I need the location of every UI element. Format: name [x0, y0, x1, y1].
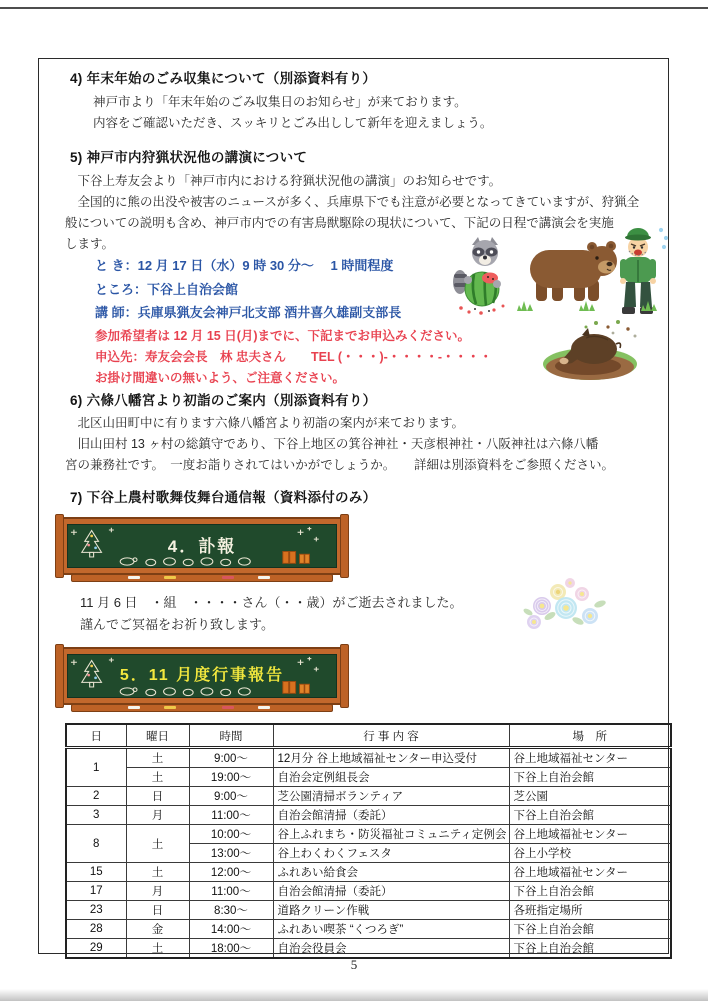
obituary-text: [80, 592, 463, 636]
sweat-drops: [659, 228, 668, 249]
cell-time: 12:00～: [189, 863, 273, 882]
cell-place: 谷上地域福祉センター: [509, 748, 671, 768]
cell-weekday: 土: [126, 768, 189, 787]
cell-weekday: 月: [126, 882, 189, 901]
blackboard-left-post: [55, 514, 64, 578]
table-row: [66, 768, 671, 787]
text-line: します。: [65, 237, 115, 251]
chalk-piece: [164, 576, 176, 579]
cell-day: 28: [66, 920, 126, 939]
col-header-time: 時間: [189, 724, 273, 748]
table-row: [66, 901, 671, 920]
text-line: 下谷上寿友会より「神戸市内における狩猟状況他の講演」のお知らせです。: [65, 174, 502, 188]
grass-tufts-illustration: [515, 297, 665, 311]
cell-day: 17: [66, 882, 126, 901]
cell-event: 自治会館清掃（委託）: [273, 882, 509, 901]
cell-day: 29: [66, 939, 126, 959]
schedule-speaker: 講 師：兵庫県猟友会神戸北支部 酒井喜久雄副支部長: [95, 305, 402, 320]
blackboard-chalk-tray: [71, 574, 333, 582]
bear-illustration: [518, 232, 620, 304]
cell-weekday: 金: [126, 920, 189, 939]
table-row: [66, 863, 671, 882]
blackboard-frame: [57, 647, 347, 705]
cell-weekday: 土: [126, 863, 189, 882]
cell-time: 8:30～: [189, 901, 273, 920]
cell-place: 下谷上自治会館: [509, 920, 671, 939]
cell-event: 自治会館清掃（委託）: [273, 806, 509, 825]
text-line: 全国的に熊の出没や被害のニュースが多く、兵庫県下でも注意が必要となってきていますが、狩猟全: [65, 195, 640, 209]
table-row: [66, 939, 671, 959]
blackboard-surface: [67, 654, 337, 698]
cell-day: 2: [66, 787, 126, 806]
text-line: 謹んでご冥福をお祈り致します。: [80, 617, 274, 632]
scan-edge-top: [0, 7, 708, 9]
cell-day: 23: [66, 901, 126, 920]
text-line: 11 月 6 日 ・組 ・・・・さん（・・歳）がご逝去されました。: [80, 595, 463, 610]
text-line: 申込先：寿友会会長 林 忠夫さん TEL (・・・)-・・・・-・・・・: [95, 350, 492, 364]
cell-weekday: 土: [126, 825, 189, 863]
scan-edge-bottom: [0, 989, 708, 1001]
cell-time: 9:00～: [189, 787, 273, 806]
cell-time: 10:00～: [189, 825, 273, 844]
text-line: お掛け間違いの無いよう、ご注意ください。: [95, 371, 346, 385]
section4-heading: 4) 年末年始のごみ収集について（別添資料有り）: [70, 71, 377, 86]
blackboard-frame: [57, 517, 347, 575]
col-header-weekday: 曜日: [126, 724, 189, 748]
text-line: 神戸市より「年末年始のごみ収集日のお知らせ」が来ております。: [93, 95, 467, 109]
table-row: [66, 787, 671, 806]
table-header-row: [66, 724, 671, 748]
text-line: 北区山田町中に有ります六條八幡宮より初詣の案内が来ております。: [65, 416, 465, 430]
application-notice: [95, 326, 492, 389]
chalk-piece: [164, 706, 176, 709]
cell-event: 芝公園清掃ボランティア: [273, 787, 509, 806]
boar-digging-illustration: [538, 318, 642, 384]
chalk-piece: [222, 576, 234, 579]
cell-time: 14:00～: [189, 920, 273, 939]
cell-weekday: 土: [126, 748, 189, 768]
event-report-table: [65, 723, 672, 959]
table-row: [66, 920, 671, 939]
cell-time: 11:00～: [189, 882, 273, 901]
cell-place: 谷上地域福祉センター: [509, 825, 671, 844]
text-line: 内容をご確認いただき、スッキリとごみ出しして新年を迎えましょう。: [93, 116, 493, 130]
section7-heading: 7) 下谷上農村歌舞伎舞台通信報（資料添付のみ）: [70, 490, 377, 505]
cell-place: 谷上地域福祉センター: [509, 863, 671, 882]
cell-place: 谷上小学校: [509, 844, 671, 863]
text-line: 般についての説明も含め、神戸市内での有害鳥獣駆除の現状について、下記の日程で講演会を実施: [65, 216, 614, 230]
text-line: 宮の兼務社です。 一度お詣りされてはいかがでしょうか。 詳細は別添資料をご参照ください。: [65, 458, 615, 472]
text-line: 旧山田村 13 ヶ村の総鎮守であり、下谷上地区の箕谷神社・天彦根神社・八阪神社は六條八幡: [65, 437, 599, 451]
chalk-piece: [222, 706, 234, 709]
obituary-board-title: 4．訃報: [167, 537, 237, 556]
boar: [560, 328, 621, 364]
cell-event: ふれあい給食会: [273, 863, 509, 882]
cell-event: 12月分 谷上地域福祉センター申込受付: [273, 748, 509, 768]
blackboard-surface: [67, 524, 337, 568]
obituary-blackboard: [57, 517, 347, 582]
schedule-where: ところ：下谷上自治会館: [95, 281, 239, 297]
cell-event: 自治会定例組長会: [273, 768, 509, 787]
november-report-blackboard: [57, 647, 347, 712]
cell-day: 1: [66, 748, 126, 787]
chalk-piece: [128, 706, 140, 709]
cell-weekday: 日: [126, 901, 189, 920]
cell-place: 下谷上自治会館: [509, 806, 671, 825]
table-row: [66, 806, 671, 825]
cell-weekday: 月: [126, 806, 189, 825]
chrysanthemum-flowers-illustration: [520, 576, 625, 638]
table-row: [66, 882, 671, 901]
cell-place: 下谷上自治会館: [509, 882, 671, 901]
cell-time: 9:00～: [189, 748, 273, 768]
cell-event: 道路クリーン作戦: [273, 901, 509, 920]
blackboard-left-post: [55, 644, 64, 708]
cell-place: 各班指定場所: [509, 901, 671, 920]
table-row: [66, 748, 671, 768]
blackboard-right-post: [340, 514, 349, 578]
blackboard-chalk-tray: [71, 704, 333, 712]
chalk-piece: [128, 576, 140, 579]
schedule-when: と き：12 月 17 日（水）9 時 30 分～ 1 時間程度: [95, 258, 394, 273]
cell-day: 8: [66, 825, 126, 863]
chalk-piece: [258, 576, 270, 579]
blackboard-right-post: [340, 644, 349, 708]
section4-paragraph: [93, 92, 492, 134]
cell-place: 芝公園: [509, 787, 671, 806]
col-header-event: 行 事 内 容: [273, 724, 509, 748]
cell-weekday: 土: [126, 939, 189, 959]
cell-time: 19:00～: [189, 768, 273, 787]
text-line: 参加希望者は 12 月 15 日(月)までに、下記までお申込みください。: [95, 329, 471, 343]
cell-place: 下谷上自治会館: [509, 768, 671, 787]
cell-time: 13:00～: [189, 844, 273, 863]
cell-event: ふれあい喫茶 “くつろぎ”: [273, 920, 509, 939]
cell-event: 谷上わくわくフェスタ: [273, 844, 509, 863]
section6-heading: 6) 六條八幡宮より初詣のご案内（別添資料有り）: [70, 393, 377, 408]
cell-weekday: 日: [126, 787, 189, 806]
lecture-schedule: [95, 254, 401, 325]
cell-place: 下谷上自治会館: [509, 939, 671, 959]
cell-day: 15: [66, 863, 126, 882]
page-number: 5: [350, 957, 358, 972]
cell-event: 谷上ふれまち・防災福祉コミュニティ定例会: [273, 825, 509, 844]
chalk-piece: [258, 706, 270, 709]
section6-paragraph: [65, 413, 614, 476]
cell-time: 11:00～: [189, 806, 273, 825]
raccoon-watermelon-illustration: [452, 236, 518, 318]
november-report-board-title: 5．11 月度行事報告: [119, 667, 285, 684]
cell-day: 3: [66, 806, 126, 825]
cell-time: 18:00～: [189, 939, 273, 959]
cell-event: 自治会役員会: [273, 939, 509, 959]
col-header-day: 日: [66, 724, 126, 748]
col-header-place: 場 所: [509, 724, 671, 748]
table-row: [66, 825, 671, 844]
section5-heading: 5) 神戸市内狩猟状況他の講演について: [70, 150, 308, 165]
